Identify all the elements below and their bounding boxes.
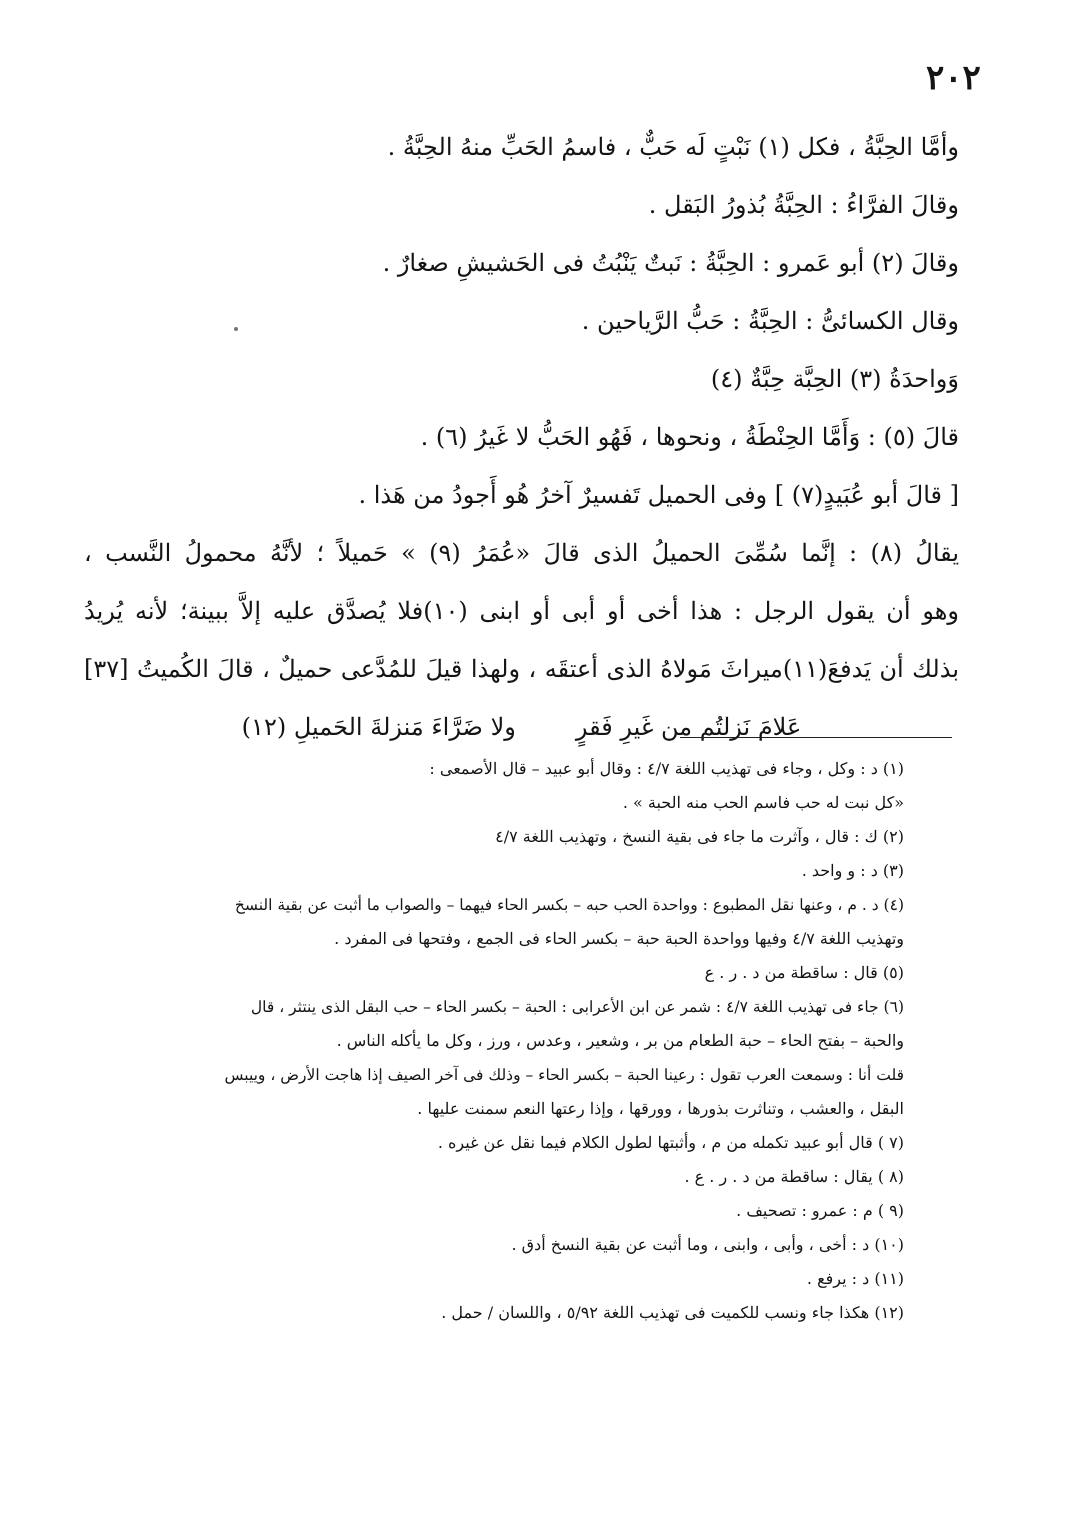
footnote-10: (١٠) د : أخى ، وأبى ، وابنى ، وما أثبت عن بقية النسخ أدق . (511, 1235, 904, 1254)
page-number: ٢٠٢ (926, 58, 981, 98)
verse-second-hemistich: ولا ضَرَّاءَ مَنزلةَ الحَميلِ (١٢) (241, 713, 516, 741)
text-line-3: وقالَ (٢) أبو عَمرو : الحِبَّةُ : نَبتٌ يَنْبُتُ فى الحَشيشِ صغارٌ . (382, 249, 959, 277)
verse-first-hemistich: عَلامَ نَزلتُم من غَيرِ فَقرٍ (575, 713, 802, 741)
footnote-1-cont: «كل نبت له حب فاسم الحب منه الحبة » . (622, 793, 904, 812)
footnote-divider (680, 737, 952, 738)
poem-verse (84, 698, 959, 756)
footnote-4-cont: وتهذيب اللغة ٤/٧ وفيها وواحدة الحبة حبة – بكسر الحاء فى الجمع ، وفتحها فى المفرد . (334, 929, 904, 948)
text-line-7: [ قالَ أبو عُبَيدٍ(٧) ] وفى الحميل تَفسيرٌ آخرُ هُو أَجودُ من هَذا . (358, 481, 959, 509)
footnote-12: (١٢) هكذا جاء ونسب للكميت فى تهذيب اللغة ٥/٩٢ ، واللسان / حمل . (441, 1303, 904, 1322)
footnote-11: (١١) د : يرفع . (806, 1269, 904, 1288)
text-line-6: قالَ (٥) : وَأَمَّا الحِنْطَةُ ، ونحوها ، فَهُو الحَبُّ لا غَيرُ (٦) . (420, 423, 959, 451)
footnote-5: (٥) قال : ساقطة من د . ر . ع (704, 963, 904, 982)
footnote-6-cont-2: قلت أنا : وسمعت العرب تقول : رعينا الحبة – بكسر الحاء – وذلك فى آخر الصيف إذا هاجت الأرض ، وييبس (224, 1066, 904, 1084)
footnote-3: (٣) د : و واحد . (801, 861, 904, 880)
text-line-4: وقال الكسائىُّ : الحِبَّةُ : حَبُّ الرَّياحين . (581, 307, 959, 335)
text-line-10: بذلك أن يَدفعَ(١١)ميراثَ مَولاهُ الذى أعتقَه ، ولهذا قيلَ للمُدَّعى حميلٌ ، قالَ الكُميتُ [٣٧] (84, 655, 959, 683)
footnotes (112, 752, 904, 1330)
footnote-9: (٩ ) م : عمرو : تصحيف . (736, 1201, 904, 1220)
scan-speck (234, 327, 238, 331)
footnote-4: (٤) د . م ، وعنها نقل المطبوع : وواحدة الحب حبه – بكسر الحاء فيهما – والصواب ما أثبت عن بقية النسخ (234, 896, 904, 914)
main-text (84, 118, 959, 756)
footnote-6-cont-3: البقل ، والعشب ، وتناثرت بذورها ، وورقها ، وإذا رعتها النعم سمنت عليها . (417, 1099, 904, 1118)
footnote-6: (٦) جاء فى تهذيب اللغة ٤/٧ : شمر عن ابن الأعرابى : الحبة – بكسر الحاء – حب البقل الذى ينتثر ، قال (250, 998, 904, 1016)
text-line-2: وقالَ الفرَّاءُ : الحِبَّةُ بُذورُ البَقل . (648, 191, 959, 219)
text-line-9: وهو أن يقول الرجل : هذا أخى أو أبى أو ابنى (١٠)فلا يُصدَّق عليه إلاَّ ببينة؛ لأنه يُريدُ (84, 597, 959, 625)
text-line-5: وَواحدَةُ (٣) الحِبَّة حِبَّةٌ (٤) (710, 365, 959, 393)
footnote-8: (٨ ) يقال : ساقطة من د . ر . ع . (684, 1167, 904, 1186)
footnote-1: (١) د : وكل ، وجاء فى تهذيب اللغة ٤/٧ : وقال أبو عبيد – قال الأصمعى : (429, 759, 904, 778)
footnote-6-cont: والحبة – بفتح الحاء – حبة الطعام من بر ، وشعير ، وعدس ، ورز ، وكل ما يأكله الناس . (336, 1031, 904, 1050)
footnote-7: (٧ ) قال أبو عبيد تكمله من م ، وأثبتها لطول الكلام فيما نقل عن غيره . (437, 1133, 904, 1152)
footnote-2: (٢) ك : قال ، وآثرت ما جاء فى بقية النسخ ، وتهذيب اللغة ٤/٧ (495, 827, 904, 846)
text-line-1: وأمَّا الحِبَّةُ ، فكل (١) نَبْتٍ لَه حَبٌّ ، فاسمُ الحَبِّ منهُ الحِبَّةُ . (387, 133, 959, 161)
text-line-8: يقالُ (٨) : إنَّما سُمِّىَ الحميلُ الذى قالَ «عُمَرُ (٩) » حَميلاً ؛ لأنَّهُ محمولُ النَّسب ، (84, 539, 959, 567)
